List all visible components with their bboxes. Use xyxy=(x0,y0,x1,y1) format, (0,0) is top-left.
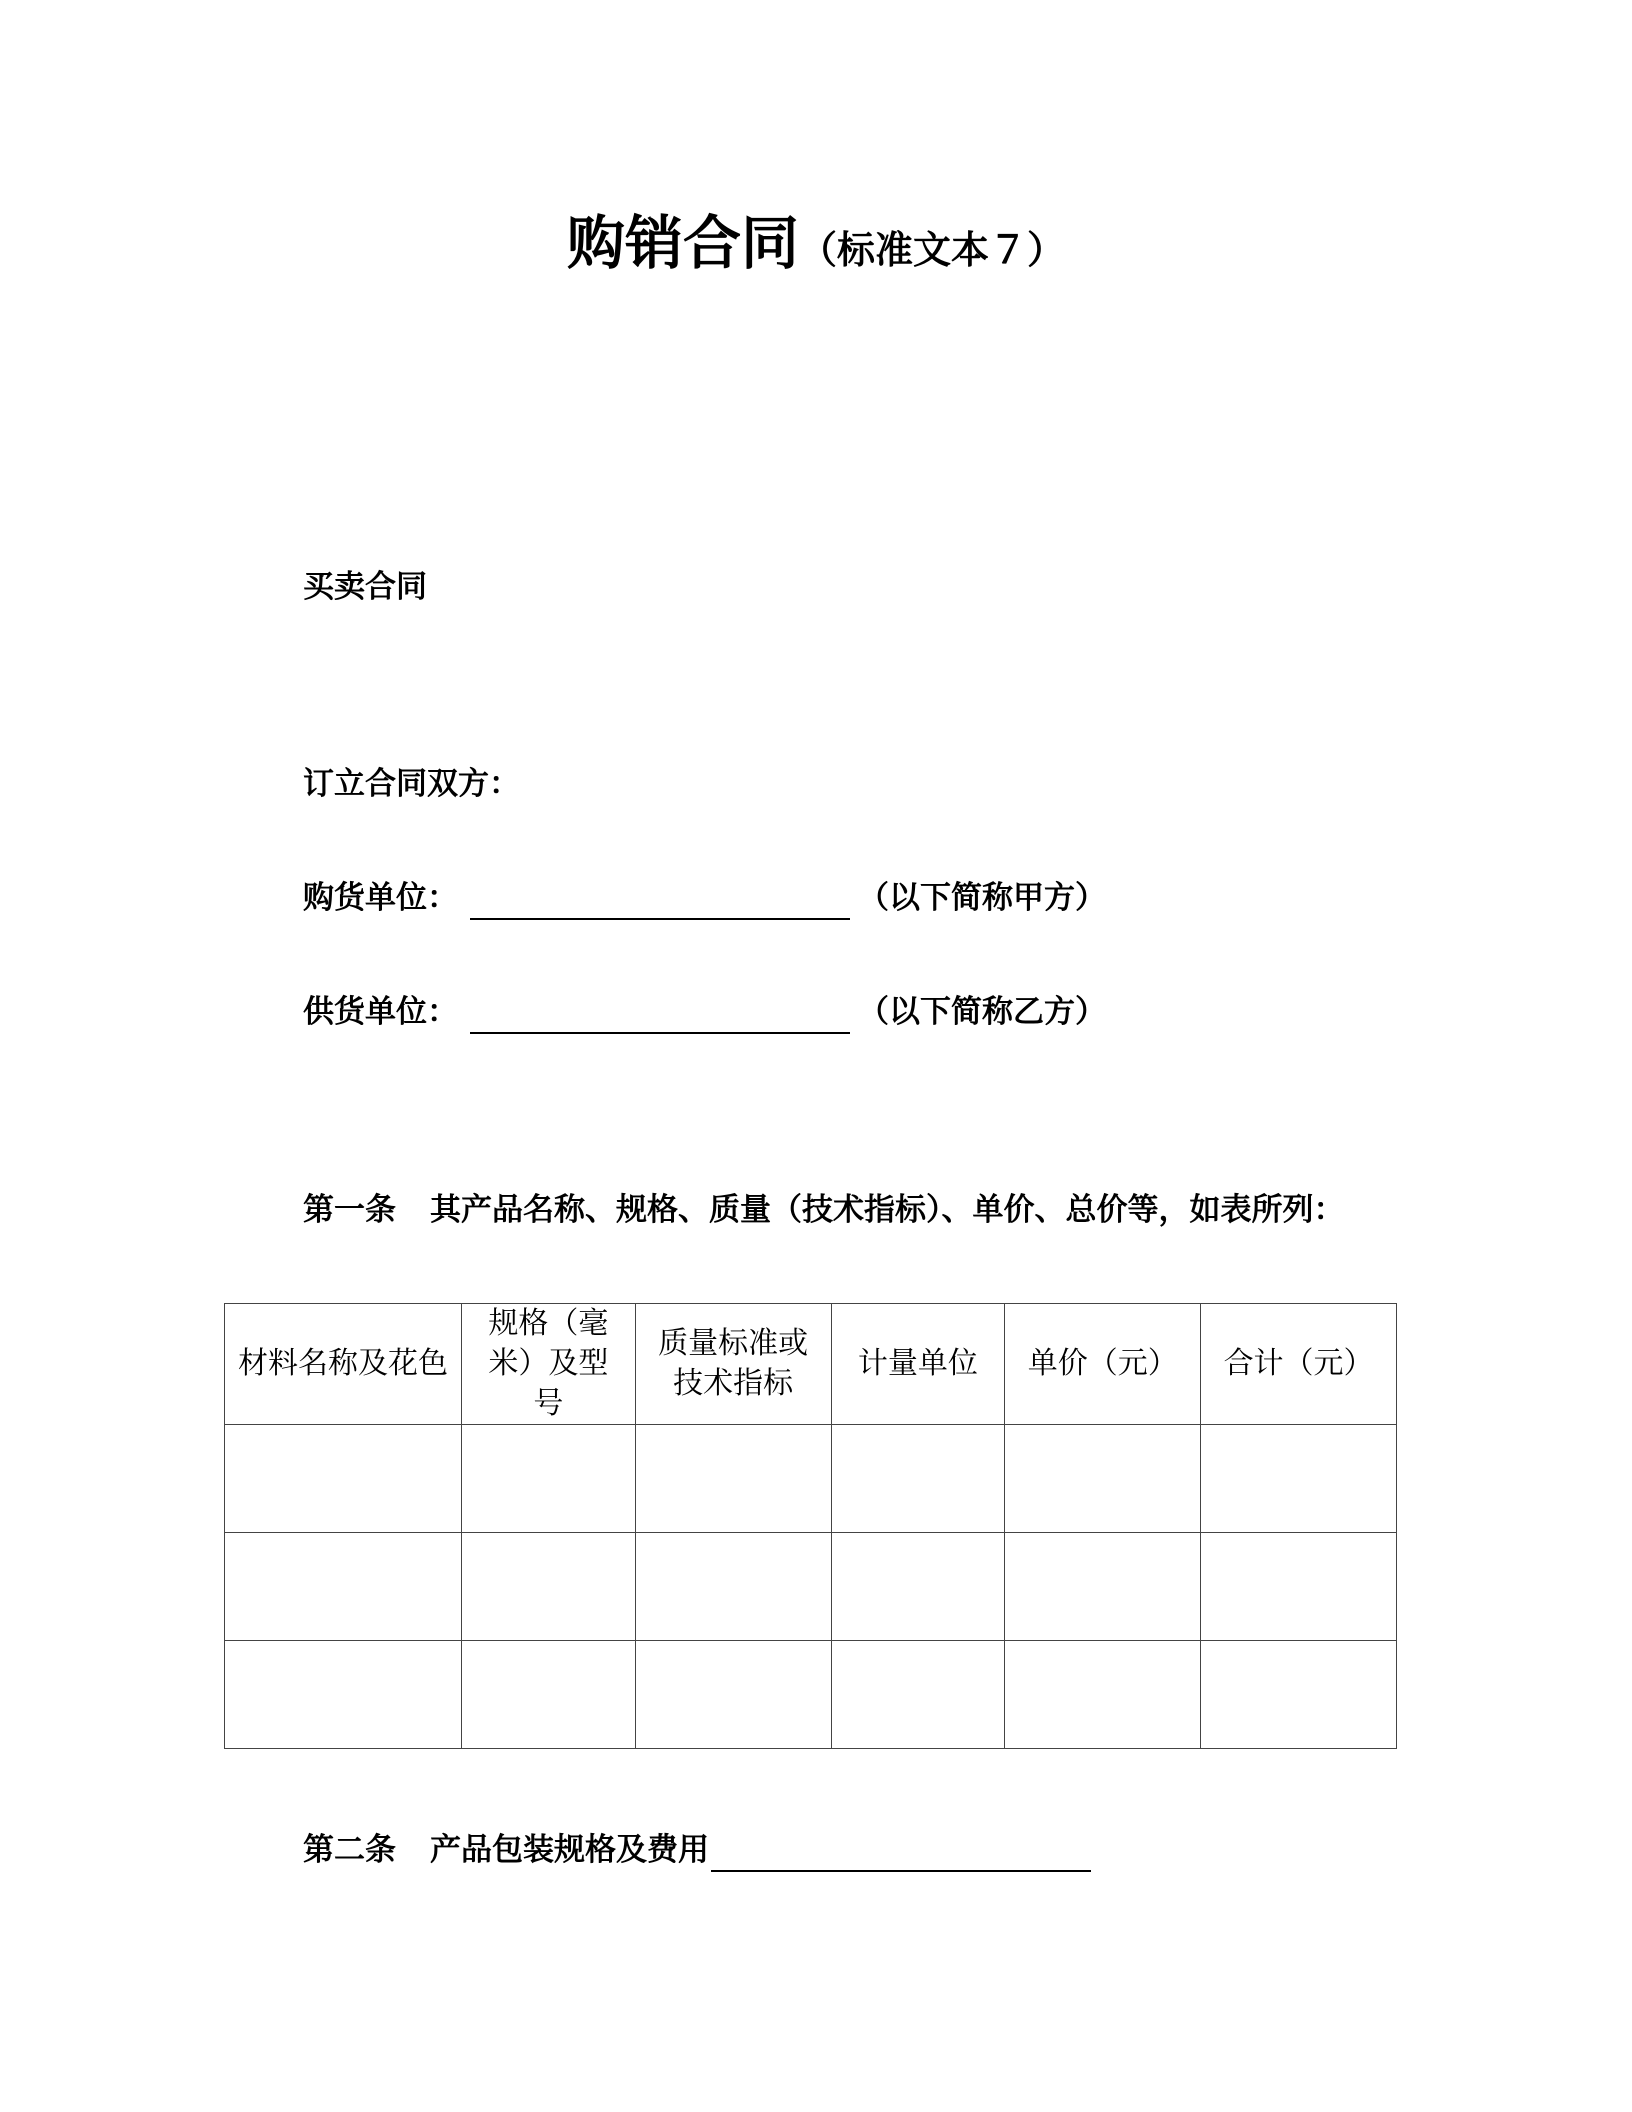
table-row xyxy=(225,1533,1397,1641)
article-1 xyxy=(303,1188,1345,1232)
seller-blank-field[interactable] xyxy=(470,998,850,1034)
table-cell[interactable] xyxy=(225,1533,462,1641)
table-cell[interactable] xyxy=(831,1641,1005,1749)
table-cell[interactable] xyxy=(1005,1641,1201,1749)
header-specification: 规格（毫米）及型号 xyxy=(462,1304,636,1425)
seller-suffix: （以下简称乙方） xyxy=(858,994,1106,1030)
table-cell[interactable] xyxy=(1201,1425,1397,1533)
table-cell[interactable] xyxy=(1005,1533,1201,1641)
header-unit: 计量单位 xyxy=(831,1304,1005,1425)
table-cell[interactable] xyxy=(831,1533,1005,1641)
buyer-blank-field[interactable] xyxy=(470,884,850,920)
table-row xyxy=(225,1425,1397,1533)
table-cell[interactable] xyxy=(225,1425,462,1533)
table-cell[interactable] xyxy=(462,1425,636,1533)
header-material-name: 材料名称及花色 xyxy=(225,1304,462,1425)
table-cell[interactable] xyxy=(635,1425,831,1533)
title-main: 购销合同 xyxy=(566,209,799,277)
seller-label: 供货单位： xyxy=(303,994,458,1030)
parties-intro: 订立合同双方： xyxy=(303,766,520,802)
buyer-line xyxy=(303,876,1106,920)
table-header-row xyxy=(225,1304,1397,1425)
table-cell[interactable] xyxy=(1201,1641,1397,1749)
buyer-label: 购货单位： xyxy=(303,880,458,916)
header-quality-standard: 质量标准或技术指标 xyxy=(635,1304,831,1425)
buyer-suffix: （以下简称甲方） xyxy=(858,880,1106,916)
title-sub: （标准文本７） xyxy=(799,228,1066,272)
seller-line xyxy=(303,990,1106,1034)
table-cell[interactable] xyxy=(831,1425,1005,1533)
article-1-label: 第一条 xyxy=(303,1192,396,1228)
table-cell[interactable] xyxy=(635,1533,831,1641)
table-cell[interactable] xyxy=(462,1641,636,1749)
document-title xyxy=(0,196,1632,280)
table-cell[interactable] xyxy=(635,1641,831,1749)
table-cell[interactable] xyxy=(1201,1533,1397,1641)
product-table xyxy=(224,1303,1397,1749)
packaging-blank-field[interactable] xyxy=(711,1836,1091,1872)
header-total: 合计（元） xyxy=(1201,1304,1397,1425)
article-1-text: 其产品名称、规格、质量（技术指标）、单价、总价等，如表所列： xyxy=(430,1192,1345,1228)
header-unit-price: 单价（元） xyxy=(1005,1304,1201,1425)
article-2-text: 产品包装规格及费用 xyxy=(430,1832,709,1868)
table-row xyxy=(225,1641,1397,1749)
article-2-label: 第二条 xyxy=(303,1832,396,1868)
article-2 xyxy=(303,1828,1099,1872)
table-cell[interactable] xyxy=(462,1533,636,1641)
table-cell[interactable] xyxy=(1005,1425,1201,1533)
table-cell[interactable] xyxy=(225,1641,462,1749)
contract-subtitle: 买卖合同 xyxy=(303,569,427,605)
